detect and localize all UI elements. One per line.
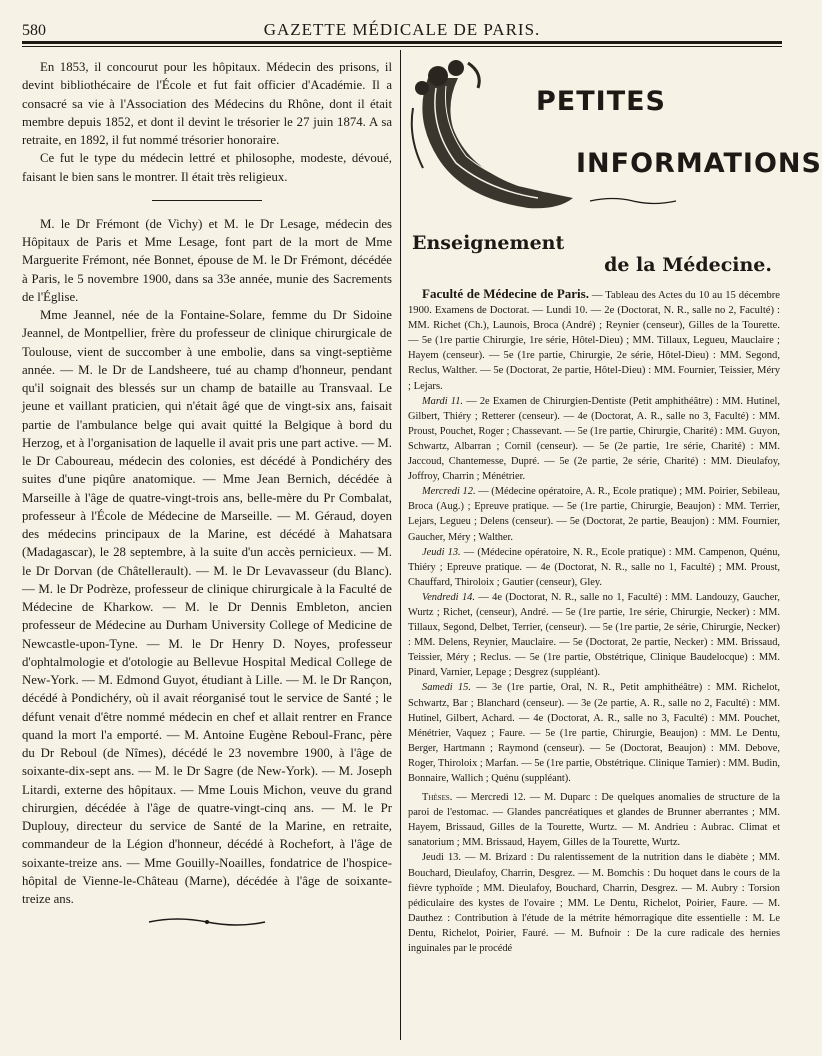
day-label: Mercredi 12. <box>422 486 476 498</box>
day-label: Mardi 11. <box>422 395 464 407</box>
day-entry <box>408 680 780 786</box>
faculty-text: — Tableau des Actes du 10 au 15 décembre 1900. Examens de Doctorat. — Lundi 10. — 2e (Doctorat, N. R., salle no 2, Faculté) : MM. Richet (Ch.), Launois, Broca (André) ; Reynier (censeur), Gilles de la Tourette. — 5e (1re partie Chirurgie, 1re série, Hôtel-Dieu) ; MM. Tillaux, Legueu, Mauclaire ; Hayem (censeur). — 5e (1re partie, Chirurgie, 2e série, Hôtel-Dieu) : MM. Segond, Reclus, Walther. — 5e (Doctorat, 2e partie, Hôtel-Dieu) : MM. Fournier, Teissier, Méry ; Lejars. <box>408 290 780 392</box>
paragraph: En 1853, il concourut pour les hôpitaux. Médecin des prisons, il devint bibliothécaire de l'École et fut fait officier d'Académie. Il a consacré sa vie à l'Association des Médecins du Rhône, dont il était membre depuis 1852, et dont il devint le trésorier le 27 juin 1874. A sa retraite, en 1892, il fut nommé trésorier honoraire. <box>22 60 392 147</box>
page-header <box>22 14 782 44</box>
day-text: — 4e (Doctorat, N. R., salle no 1, Faculté) : MM. Landouzy, Gaucher, Wurtz ; Richet, (censeur), André. — 5e (1re partie, 1re série, Chirurgie, Necker) : MM. Tillaux, Segond, Delbet, Terrier, (censeur). — 5e (1re partie, 2e série, Chirurgie, Necker) : MM. Delens, Reynier, Mauclaire. — 5e (Doctorat, 2e partie, Necker) : MM. Brissaud, Teissier, Méry ; Reclus. — 5e (1re partie, Obstétrique, Clinique Baudelocque) : MM. Pinard, Varnier, Lepage ; Desgrez (suppléant). <box>408 591 780 679</box>
theses-entry <box>408 790 780 850</box>
day-entry <box>408 484 780 544</box>
running-title: GAZETTE MÉDICALE DE PARIS. <box>263 20 541 39</box>
day-label: Vendredi 14. <box>422 591 475 603</box>
day-text: — 2e Examen de Chirurgien-Dentiste (Petit amphithéâtre) : MM. Hutinel, Gilbert, Thiéry ; Retterer (censeur). — 4e (Doctorat, A. R., salle no 3, Faculté) : MM. Proust, Pouchet, Roger ; Chassevant. — 5e (1re partie, Chirurgie, Charité) : MM. Guyon, Schwartz, Albarran ; Cornil (censeur). — 5e (2e partie, 1re série, Charité) : MM. Jaccoud, Chantemesse, Dupré. — 5e (2e partie, 2e série, Charité) : MM. Dieulafoy, Joffroy, Charrin ; Ménétrier. <box>408 395 780 483</box>
left-column <box>22 58 392 1048</box>
faculty-heading: Faculté de Médecine de Paris. <box>422 286 589 301</box>
day-label: Samedi 15. <box>422 682 471 694</box>
section-title: Enseignement <box>412 232 565 254</box>
day-entry <box>408 590 780 681</box>
day-text: — 3e (1re partie, Oral, N. R., Petit amphithéâtre) : MM. Richelot, Schwartz, Bar ; Blanchard (censeur). — 3e (2e partie, A. R., salle no 2, Faculté) : MM. Hutinel, Gilbert, Achard. — 4e (Doctorat, A. R., salle no 3, Faculté) : MM. Pouchet, Ménétrier, Vaquez ; Faure. — 5e (1re partie, Chirurgie, Beaujon) : MM. Le Dentu, Berger, Hartmann ; Raymond (censeur). — 5e (Doctorat, Beaujon) : MM. Debove, Roger, Thiroloix ; Marfan. — 5e (1re partie, Obstétrique. Clinique Tarnier) : MM. Budin, Bonnaire, Wallich ; Quénu (suppléant). <box>408 682 780 784</box>
section-title-line2: de la Médecine. <box>604 254 772 276</box>
flourish-ornament <box>588 196 678 206</box>
theses-text: — Mercredi 12. — M. Duparc : De quelques anomalies de structure de la paroi de l'estomac. — Glandes pancréatiques et glandes de Brunner aberrantes ; MM. Hayem, Brissaud, Gilles de la Tourette, Wurtz. — M. Andrieu : Aubrac. Climat et sanatorium ; MM. Brissaud, Hayem, Gilles de la Tourette, Wurtz. <box>408 792 780 849</box>
theses-entry: Jeudi 13. — M. Brizard : Du ralentissement de la nutrition dans le diabète ; MM. Bouchard, Dieulafoy, Charrin, Desgrez. — M. Bomchis : Du hoquet dans le cours de la fièvre typhoïde ; MM. Dieulafoy, Bouchard, Charrin, Desgrez. — M. Aubry : Torsion pédiculaire des kystes de l'ovaire ; MM. Le Dentu, Richelot, Poirier, Faure. — M. Dauthez : Contribution à l'étude de la métrite hémorragique dite essentielle : M. Le Dentu, Richelot, Poirier, Fauré. — M. Bufnoir : De la cure radicale des hernies inguinales par le procédé <box>408 852 780 955</box>
header-rule <box>22 41 782 44</box>
banner-title-petites: PETITES <box>536 86 667 117</box>
paragraph: Mme Jeannel, née de la Fontaine-Solare, femme du Dr Sidoine Jeannel, de Montpellier, frère du professeur de clinique chirurgicale de Toulouse, vient de succomber à une embolie, dans sa vingt-septième année. — M. le Dr de Landsheere, tué au champ d'honneur, pendant qu'il soignait des blessés sur un champ de bataille au Transvaal. Le jeune et vaillant praticien, qui n'était âgé que de vingt-six ans, faisait partie de l'ambulance belge qui avait quitté la Belgique à bord du Herzog, et à l'organisation de laquelle il avait pris une part active. — M. le Dr Caboureau, médecin des colonies, est décédé à Pondichéry des suites d'une piqûre anatomique. — Mme Jean Bernich, décédée à Marseille à l'âge de quatre-vingt-trois ans, belle-mère du Pr Combalat, professeur à l'École de Médecine de Marseille. — M. Géraud, doyen des médecins principaux de la Marine, est décédé à Mahatsara (Madagascar), le 28 septembre, à la suite d'un accès pernicieux. — M. le Dr Dorvan (de Châtellerault). — M. le Dr Levavasseur (du Blanc). — M. le Dr Podrèze, professeur de clinique chirurgicale à la Faculté de Médecine de Kharkow. — M. le Dr Dennis Embleton, ancien professeur de Médecine au Durham University College of Medicine de Newcastle-upon-Tyne. — M. le Dr Henry D. Noyes, professeur d'ophtalmologie et d'otologie au Bellevue Hospital Medical College de New-York. — M. Edmond Guyot, étudiant à Lille. — M. le Dr Rançon, décédé à Pondichéry, où il avait réorganisé tout le service de Santé ; le défunt venait d'être nommé médecin en chef et allait rentrer en France quand la mort l'a emporté. — M. Antoine Eugène Reboul-Franc, père du Dr Reboul (de Nîmes), décédé le 23 novembre 1900, à l'âge de soixante-dix-sept ans. — M. le Dr Sagre (de New-York). — M. Joseph Litardi, externe des hôpitaux. — Mme Louis Michon, veuve du grand chirurgien, décédée à l'âge de quatre-vingt-cinq ans. — M. le Pr Duplouy, directeur du service de Santé de la Marine, en retraite, commandeur de la Légion d'honneur, décédé à Rochefort, à l'âge de soixante-treize ans. — Mme Gouilly-Noailles, fondatrice de l'hospice-hôpital de Vienne-le-Château (Marne), décédée à l'âge de soixante-treize ans. <box>22 308 392 906</box>
right-column <box>408 58 822 1048</box>
cornucopia-icon <box>408 58 578 223</box>
day-entry <box>408 394 780 485</box>
page-number: 580 <box>22 22 46 39</box>
day-text: — (Médecine opératoire, A. R., Ecole pratique) ; MM. Poirier, Sebileau, Broca (Aug.) ; Epreuve pratique. — 5e (1re partie, Chirurgie, Beaujon) : MM. Terrier, Lejars, Legueu ; Delens (censeur). — 5e (Doctorat, 2e partie, Beaujon) : MM. Fournier, Gaucher, Méry ; Walther. <box>408 486 780 543</box>
header-rule-thin <box>22 46 782 47</box>
paragraph: Ce fut le type du médecin lettré et philosophe, modeste, dévoué, faisant le bien sans le montrer. Il était très religieux. <box>22 151 392 184</box>
day-entry <box>408 545 780 590</box>
theses-label: Thèses. <box>422 792 453 804</box>
banner-title-informations: INFORMATIONS <box>576 148 822 179</box>
day-label: Jeudi 13. <box>422 546 461 558</box>
column-divider <box>400 50 401 1040</box>
faculty-paragraph <box>408 286 780 394</box>
separator-line <box>152 200 262 201</box>
petites-informations-banner <box>408 58 822 228</box>
paragraph: M. le Dr Frémont (de Vichy) et M. le Dr Lesage, médecin des Hôpitaux de Paris et Mme Lesage, font part de la mort de Mme Marguerite Frémont, née Bonnet, épouse de M. le Dr Frémont, décédée à Paris, le 5 novembre 1900, dans sa 33e année, munie des Sacrements de l'Église. <box>22 216 392 304</box>
day-text: — (Médecine opératoire, N. R., Ecole pratique) : MM. Campenon, Quénu, Thiéry ; Epreuve pratique. — 4e (Doctorat, N. R., salle no 1, Faculté) ; MM. Proust, Chauffard, Thiroloix ; Gautier (censeur), Gley. <box>408 546 780 588</box>
flourish-ornament <box>147 916 267 928</box>
